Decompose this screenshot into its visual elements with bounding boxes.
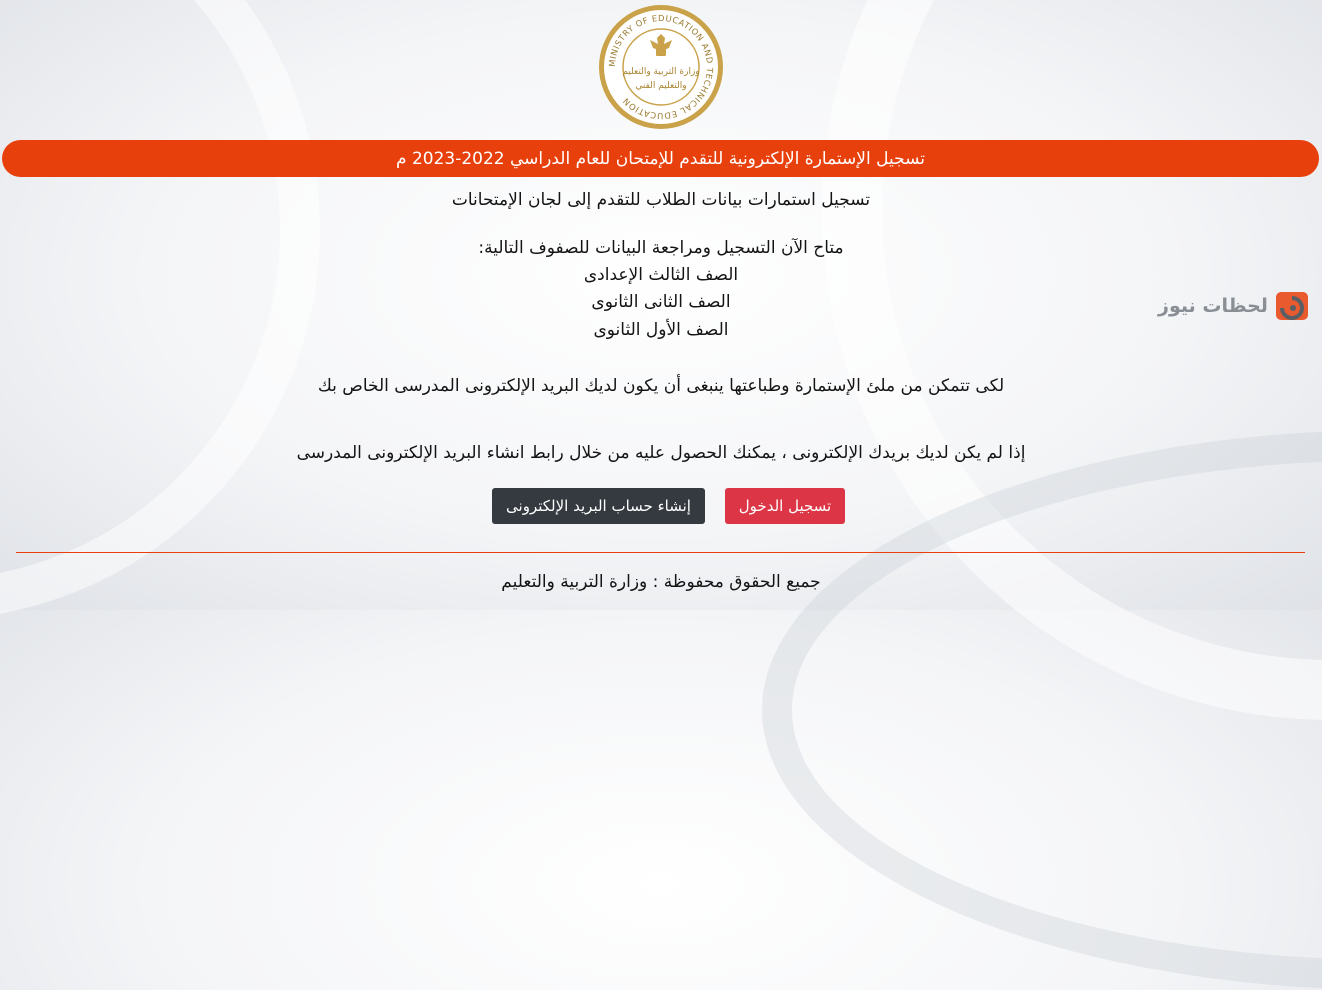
grade-item: الصف الثالث الإعدادى bbox=[583, 265, 739, 285]
login-button[interactable]: تسجيل الدخول bbox=[725, 488, 845, 524]
news-logo-icon bbox=[1274, 288, 1310, 324]
grade-item: الصف الثانى الثانوى bbox=[591, 292, 731, 312]
create-email-account-button[interactable]: إنشاء حساب البريد الإلكترونى bbox=[492, 488, 705, 524]
copyright-footer: جميع الحقوق محفوظة : وزارة التربية والتعليم bbox=[501, 572, 821, 592]
site-watermark bbox=[1158, 288, 1310, 324]
title-banner bbox=[2, 140, 1319, 177]
no-email-note: إذا لم يكن لديك بريدك الإلكترونى ، يمكنك الحصول عليه من خلال رابط انشاء البريد الإلكترونى المدرسى bbox=[296, 443, 1026, 463]
background-swoosh bbox=[822, 0, 1322, 720]
ministry-logo bbox=[596, 2, 726, 132]
available-intro: متاح الآن التسجيل ومراجعة البيانات للصفوف التالية: bbox=[478, 238, 844, 258]
logo-ring-text: MINISTRY OF EDUCATION AND TECHNICAL EDUCATION bbox=[606, 12, 716, 122]
ministry-seal-icon bbox=[596, 2, 726, 132]
background-swoosh bbox=[762, 430, 1322, 990]
logo-center-text: وزارة التربية والتعليم bbox=[622, 67, 700, 77]
page-subtitle: تسجيل استمارات بيانات الطلاب للتقدم إلى لجان الإمتحانات bbox=[451, 190, 871, 210]
email-requirement-note: لكى تتمكن من ملئ الإستمارة وطباعتها ينبغى أن يكون لديك البريد الإلكترونى المدرسى الخاص بك bbox=[317, 376, 1005, 396]
footer-divider bbox=[16, 552, 1305, 553]
watermark-text: لحظات نيوز bbox=[1158, 295, 1268, 317]
banner-title: تسجيل الإستمارة الإلكترونية للتقدم للإمتحان للعام الدراسي 2022-2023 م bbox=[396, 148, 925, 169]
logo-center-text-2: والتعليم الفني bbox=[635, 81, 687, 91]
grade-item: الصف الأول الثانوى bbox=[593, 320, 729, 340]
